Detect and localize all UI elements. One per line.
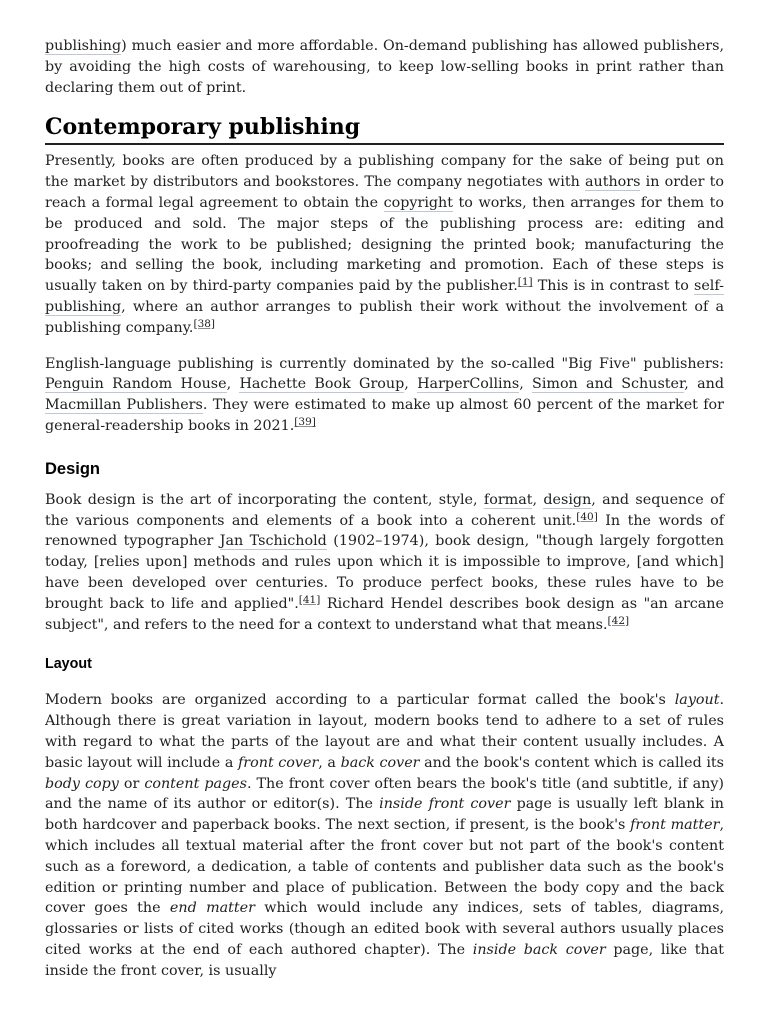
heading-layout: Layout — [45, 656, 92, 673]
link-penguin-random-house[interactable]: Penguin Random House — [45, 376, 227, 393]
link-format[interactable]: format — [483, 491, 533, 508]
link-harpercollins[interactable]: HarperCollins — [417, 376, 520, 393]
paragraph-contemporary-1: Presently, books are often produced by a publishing company for the sake of being put on the market by distributors and bookstores. The company negotiates with authors in order to reach a formal legal agreement to obtain the copyright to works, then arranges for them to be produced and sold. The major steps of the publishing process are: editing and proofreading the work to be published; designing the printed book; manufacturing the books; and selling the book, including marketing and promotion. Each of these steps is usually taken on by third-party companies paid by the publisher.[1] This is in contrast to self-publishing, where an author arranges to publish their work without the involvement of a publishing company.[38] — [45, 153, 725, 336]
link-jan-tschichold[interactable]: Jan Tschichold — [219, 533, 327, 550]
link-self-publishing[interactable]: publishing — [45, 38, 122, 54]
link-simon-and-schuster[interactable]: Simon and Schuster — [532, 376, 685, 393]
citation-ref[interactable]: [39] — [294, 415, 316, 428]
citation-ref[interactable]: [40] — [576, 510, 598, 523]
heading-design: Design — [45, 459, 101, 478]
paragraph-design: Book design is the art of incorporating the content, style, format, design, and sequence of the various components and elements of a book into a coherent unit.[40] In the words of renowned typographer Jan Tschichold (1902–1974), book design, "though largely forgotten today, [relies upon] methods and rules upon which it is impossible to improve, [and which] have been developed over centuries. To produce perfect books, these rules have to be brought back to life and applied".[41] Richard Hendel describes book design as "an arcane subject", and refers to the need for a context to understand what that means.[42] — [45, 491, 725, 633]
link-authors[interactable]: authors — [584, 174, 641, 191]
citation-ref[interactable]: [38] — [193, 317, 216, 330]
citation-ref[interactable]: [1] — [517, 276, 533, 289]
citation-ref[interactable]: [41] — [298, 593, 321, 606]
link-self-publishing[interactable]: self-publishing — [45, 278, 724, 315]
paragraph-layout: Modern books are organized according to a particular format called the book's layout. Although there is great variation in layout, modern books tend to adhere to a set of rules with regard to what the parts of the layout are and what their content usually includes. A basic layout will include a front cover, a back cover and the book's content which is called its body copy or content pages. The front cover often bears the book's title (and subtitle, if any) and the name of its author or editor(s). The inside front cover page is usually left blank in both hardcover and paperback books. The next section, if present, is the book's front matter, which includes all textual material after the front cover but not part of the book's content such as a foreword, a dedication, a table of contents and publisher data such as the book's edition or printing number and place of publication. Between the body copy and the back cover goes the end matter which would include any indices, sets of tables, diagrams, glossaries or lists of cited works (though an edited book with several authors usually places cited works at the end of each authored chapter). The inside back cover page, like that inside the front cover, is usually — [45, 692, 725, 979]
link-copyright[interactable]: copyright — [383, 194, 453, 211]
link-hachette-book-group[interactable]: Hachette Book Group — [239, 376, 405, 393]
citation-ref[interactable]: [42] — [607, 614, 630, 627]
article-content — [45, 36, 724, 981]
link-macmillan-publishers[interactable]: Macmillan Publishers — [45, 397, 203, 414]
link-design[interactable]: design — [543, 491, 592, 508]
paragraph-contemporary-2: English-language publishing is currently dominated by the so-called "Big Five" publishers: Penguin Random House, Hachette Book Group, HarperCollins, Simon and Schuster, and Macmillan Publishers. They were estimated to make up almost 60 percent of the market for general-readership books in 2021.[39] — [45, 355, 724, 434]
heading-contemporary-publishing: Contemporary publishing — [45, 112, 724, 145]
intro-paragraph: publishing) much easier and more affordable. On-demand publishing has allowed publishers, by avoiding the high costs of warehousing, to keep low-selling books in print rather than declaring them out of print. — [45, 38, 724, 96]
